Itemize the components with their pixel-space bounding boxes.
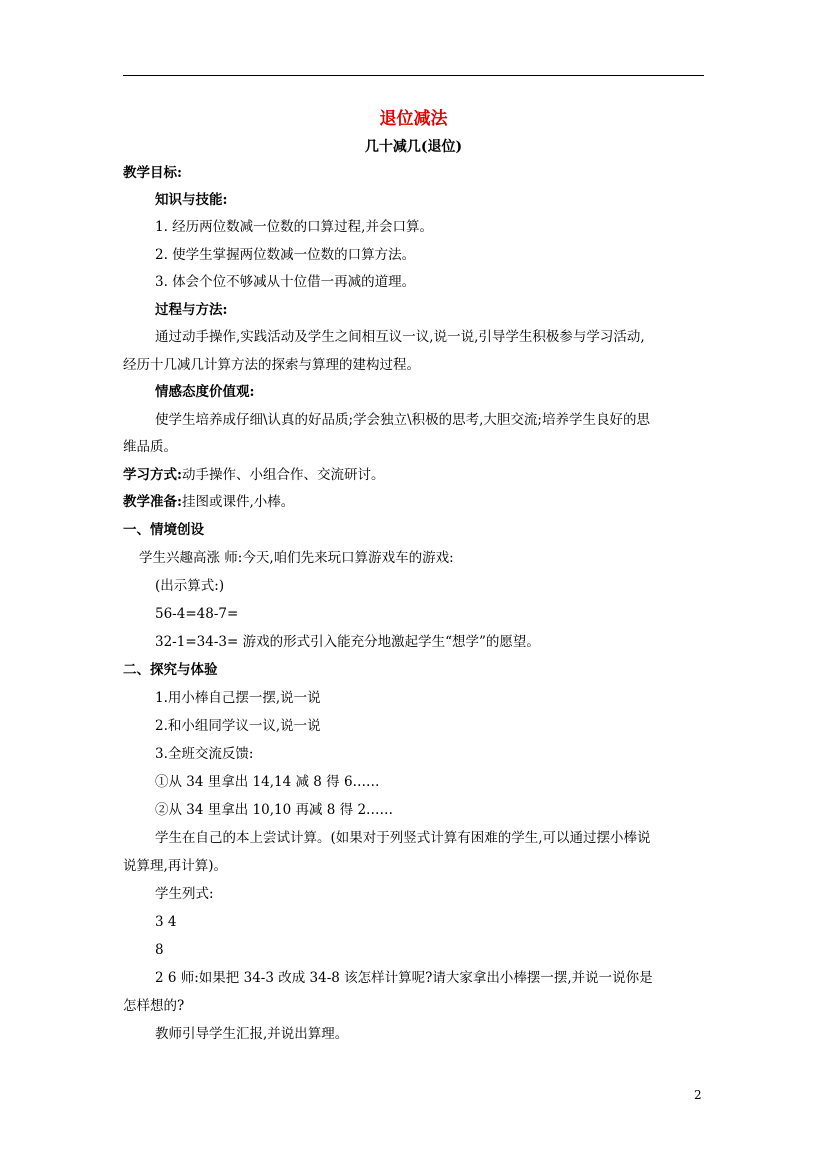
section2-line-10: 8 [155, 942, 164, 958]
section-heading-goals: 教学目标: [123, 165, 182, 181]
learning-method [123, 466, 384, 484]
section2-line-9: 3 4 [155, 914, 177, 930]
section2-line-5: ②从 34 里拿出 10,10 再减 8 得 2…… [155, 802, 394, 818]
knowledge-item-3: 3. 体会个位不够减从十位借一再减的道理。 [155, 274, 416, 290]
subheading-knowledge: 知识与技能: [155, 192, 228, 208]
section2-line-7: 说算理,再计算)。 [123, 858, 228, 874]
section1-line-2: (出示算式:) [155, 578, 225, 594]
process-paragraph-line-1: 通过动手操作,实践活动及学生之间相互议一议,说一说,引导学生积极参与学习活动, [155, 329, 645, 345]
teaching-prep [123, 493, 294, 511]
section2-line-13: 教师引导学生汇报,并说出算理。 [155, 1026, 349, 1042]
section2-line-2: 2.和小组同学议一议,说一说 [155, 718, 321, 734]
document-subtitle: 几十减几(退位) [364, 139, 463, 155]
page-number: 2 [694, 1088, 702, 1102]
teaching-prep-label: 教学准备: [123, 494, 182, 510]
section2-line-4: ①从 34 里拿出 14,14 减 8 得 6…… [155, 774, 380, 790]
section2-line-3: 3.全班交流反馈: [155, 746, 254, 762]
section2-line-1: 1.用小棒自己摆一摆,说一说 [155, 690, 321, 706]
section2-line-11: 2 6 师:如果把 34-3 改成 34-8 该怎样计算呢?请大家拿出小棒摆一摆,并说一说你是 [155, 970, 653, 986]
section1-line-1: 学生兴趣高涨 师:今天,咱们先来玩口算游戏车的游戏: [139, 550, 454, 566]
emotion-paragraph-line-1: 使学生培养成仔细\认真的好品质;学会独立\积极的思考,大胆交流;培养学生良好的思 [155, 412, 650, 428]
emotion-paragraph-line-2: 维品质。 [123, 439, 177, 455]
section-heading-2: 二、探究与体验 [123, 662, 218, 678]
learning-method-text: 动手操作、小组合作、交流研讨。 [181, 467, 385, 483]
section1-line-3: 56-4=48-7= [155, 606, 239, 622]
document-title: 退位减法 [379, 109, 448, 129]
subheading-emotion: 情感态度价值观: [155, 384, 255, 400]
subheading-process: 过程与方法: [155, 302, 228, 318]
header-rule [123, 75, 704, 76]
section2-line-6: 学生在自己的本上尝试计算。(如果对于列竖式计算有困难的学生,可以通过摆小棒说 [155, 830, 651, 846]
learning-method-label: 学习方式: [123, 467, 182, 483]
knowledge-item-1: 1. 经历两位数减一位数的口算过程,并会口算。 [155, 219, 433, 235]
knowledge-item-2: 2. 使学生掌握两位数减一位数的口算方法。 [155, 247, 416, 263]
section2-line-12: 怎样想的? [123, 998, 185, 1014]
teaching-prep-text: 挂图或课件,小棒。 [181, 494, 295, 510]
section-heading-1: 一、情境创设 [123, 522, 204, 538]
section1-line-4: 32-1=34-3= 游戏的形式引入能充分地激起学生“想学”的愿望。 [155, 634, 540, 650]
process-paragraph-line-2: 经历十几减几计算方法的探索与算理的建构过程。 [123, 357, 420, 373]
section2-line-8: 学生列式: [155, 886, 214, 902]
